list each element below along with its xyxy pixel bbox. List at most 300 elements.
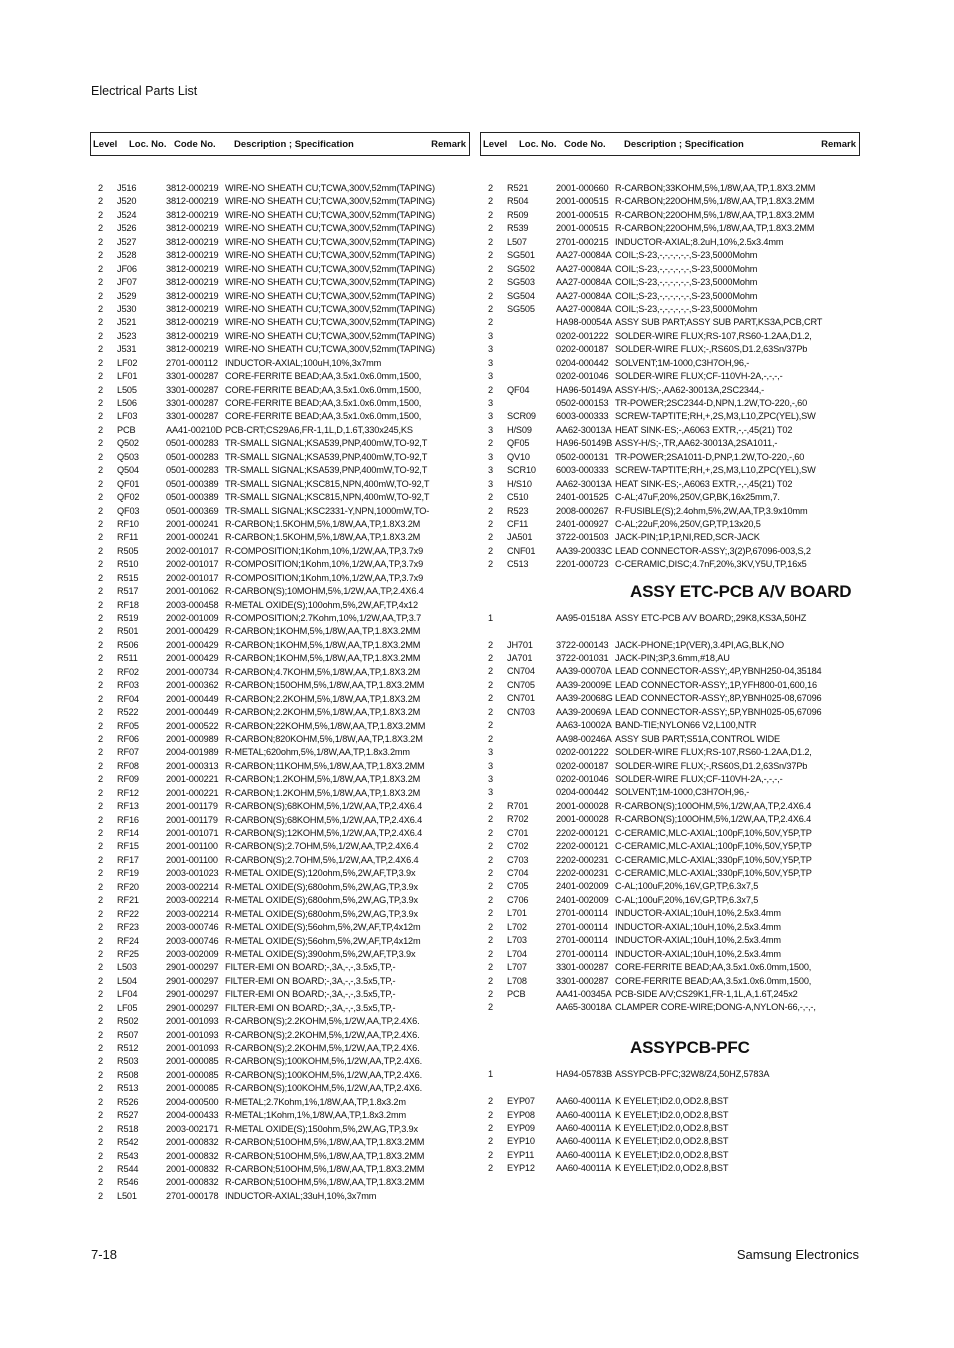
table-row [480, 894, 860, 907]
part-code: 3812-000219 [166, 236, 219, 247]
part-level: 3 [488, 371, 493, 382]
part-level: 2 [98, 680, 103, 691]
part-desc: R-CARBON;150OHM,5%,1/8W,AA,TP,1.8X3.2MM [225, 680, 425, 691]
part-loc [507, 612, 556, 625]
part-desc: R-CARBON;510OHM,5%,1/8W,AA,TP,1.8X3.2MM [225, 1163, 425, 1174]
part-loc: CN704 [507, 666, 535, 677]
part-desc: TR-SMALL SIGNAL;KSA539,PNP,400mW,TO-92,T [225, 465, 428, 476]
part-code: 0202-001046 [556, 371, 609, 382]
part-loc: R519 [117, 613, 139, 623]
part-code: 0204-000442 [556, 787, 609, 798]
part-desc: R-CARBON(S);2.2KOHM,5%,1/2W,AA,TP,2.4X6. [225, 1016, 420, 1027]
part-desc: K EYELET;ID2.0,OD2.8,BST [615, 1123, 729, 1133]
part-level: 2 [98, 209, 103, 220]
part-level: 2 [488, 1002, 493, 1013]
part-desc: R-METAL OXIDE(S);56ohm,5%,2W,AF,TP,4x12m [225, 922, 421, 933]
part-code: 2701-000114 [556, 935, 608, 946]
part-loc [507, 330, 556, 343]
table-row [480, 988, 860, 1001]
part-desc: C-CERAMIC,MLC-AXIAL;100pF,10%,50V,Y5P,TP [615, 827, 812, 838]
part-desc: R-CARBON;2.2KOHM,5%,1/8W,AA,TP,1.8X3.2M [225, 707, 421, 718]
table-row [480, 773, 860, 786]
part-level: 3 [488, 465, 493, 476]
part-level: 2 [98, 572, 103, 583]
part-level: 2 [488, 209, 493, 220]
part-desc: R-CARBON;220OHM,5%,1/8W,AA,TP,1.8X3.2MM [615, 209, 815, 220]
table-row [90, 935, 470, 948]
part-level: 2 [98, 384, 103, 395]
table-row [480, 1109, 860, 1122]
part-code: 2004-001989 [166, 747, 219, 758]
part-level: 2 [98, 344, 103, 355]
part-level: 2 [488, 384, 493, 395]
part-level: 2 [488, 1096, 493, 1107]
part-code: 2003-002214 [166, 895, 219, 906]
part-loc: CN703 [507, 706, 535, 717]
part-desc: R-CARBON(S);12KOHM,5%,1/2W,AA,TP,2.4X6.4 [225, 828, 423, 838]
part-code: 2001-000515 [556, 209, 609, 220]
part-code: 3812-000219 [166, 303, 219, 314]
part-loc: RF21 [117, 895, 139, 906]
table-row [480, 330, 860, 343]
part-loc: H/S09 [507, 424, 532, 435]
table-row [480, 746, 860, 759]
section-av-first-row [480, 612, 860, 625]
table-row [90, 1042, 470, 1055]
table-row [90, 693, 470, 706]
part-code: 2202-000121 [556, 841, 609, 852]
part-desc: COIL;S-23,-,-,-,-,-,-,S-23,5000Mohm [615, 303, 758, 314]
table-row [90, 505, 470, 518]
part-desc: R-CARBON(S);100KOHM,5%,1/2W,AA,TP,2.4X6. [225, 1083, 423, 1094]
part-code: 2001-000734 [166, 666, 219, 677]
part-level: 2 [488, 908, 493, 919]
part-desc: R-CARBON;4.7KOHM,5%,1/8W,AA,TP,1.8X3.2M [225, 666, 421, 677]
left-parts-list [90, 182, 470, 1203]
part-level: 2 [488, 505, 493, 516]
right-parts-list [480, 182, 860, 1176]
part-loc: QV10 [507, 451, 530, 462]
table-row [90, 854, 470, 867]
table-row [480, 316, 860, 329]
part-level: 2 [98, 290, 103, 301]
part-level: 2 [98, 465, 103, 476]
table-row [480, 786, 860, 799]
part-desc: WIRE-NO SHEATH CU;TCWA,300V,52mm(TAPING) [225, 263, 435, 274]
part-desc: R-FUSIBLE(S);2.4ohm,5%,2W,AA,TP,3.9x10mm [615, 505, 808, 516]
table-row [90, 343, 470, 356]
part-loc: LF02 [117, 357, 138, 368]
part-desc: R-METAL OXIDE(S);120ohm,5%,2W,AF,TP,3.9x [225, 868, 416, 879]
part-code: 2001-001093 [166, 1043, 219, 1053]
part-code: 2003-000458 [166, 599, 219, 610]
part-level: 2 [98, 1056, 103, 1067]
table-row [480, 290, 860, 303]
table-row [480, 451, 860, 464]
part-level: 3 [488, 357, 493, 368]
part-code: HA94-05783B [556, 1069, 613, 1080]
part-desc: ASSYPCB-PFC;32W8/Z4,50HZ,5783A [615, 1069, 770, 1080]
table-row [90, 1029, 470, 1042]
table-row [90, 370, 470, 383]
part-level: 2 [98, 263, 103, 274]
part-desc: TR-SMALL SIGNAL;KSA539,PNP,400mW,TO-92,T [225, 451, 428, 462]
part-loc: R518 [117, 1123, 139, 1134]
part-code: HA96-50149B [556, 438, 613, 449]
part-loc [507, 397, 556, 410]
table-row [90, 1123, 470, 1136]
part-level: 2 [488, 492, 493, 503]
part-loc: RF02 [117, 666, 139, 677]
part-loc: RF09 [117, 774, 139, 785]
part-level: 2 [488, 317, 493, 328]
table-row [480, 760, 860, 773]
part-loc: SG502 [507, 263, 535, 274]
table-row [90, 1015, 470, 1028]
table-row [480, 827, 860, 840]
part-desc: ASSY-H/S;-,AA62-30013A,2SC2344,- [615, 384, 765, 395]
part-desc: SOLVENT;1M-1000,C3H7OH,96,- [615, 357, 750, 368]
part-desc: INDUCTOR-AXIAL;10uH,10%,2.5x3.4mm [615, 935, 781, 946]
part-loc: J524 [117, 209, 137, 220]
part-level: 2 [488, 706, 493, 717]
part-code: AA39-20069A [556, 706, 612, 717]
part-level: 1 [488, 612, 493, 623]
part-level: 2 [98, 411, 103, 422]
part-loc: R702 [507, 814, 529, 825]
part-code: 2401-001525 [556, 492, 609, 503]
part-loc: JF06 [117, 263, 137, 274]
part-level: 2 [98, 236, 103, 247]
part-code: 2001-000221 [166, 774, 219, 785]
table-row [90, 800, 470, 813]
part-code: 2001-000085 [166, 1069, 219, 1080]
part-code: 2003-000746 [166, 935, 219, 946]
part-desc: K EYELET;ID2.0,OD2.8,BST [615, 1163, 729, 1174]
part-code: 3722-001503 [556, 532, 609, 543]
part-code: 2701-000178 [166, 1190, 219, 1201]
table-row [480, 531, 860, 544]
part-code: 2901-000297 [166, 962, 219, 973]
part-level: 3 [488, 760, 493, 771]
part-level: 2 [98, 828, 103, 838]
table-row [480, 639, 860, 652]
part-desc: SOLDER-WIRE FLUX;-,RS60S,D1.2,63Sn/37Pb [615, 344, 808, 355]
table-row [480, 921, 860, 934]
part-desc: R-COMPOSITION;1Kohm,10%,1/2W,AA,TP,3.7x9 [225, 545, 424, 556]
table-row [90, 760, 470, 773]
part-desc: R-METAL;2.7Kohm,1%,1/8W,AA,TP,1.8x3.2m [225, 1096, 406, 1107]
part-level: 3 [488, 424, 493, 435]
part-loc: C702 [507, 841, 529, 852]
part-desc: TR-SMALL SIGNAL;KSA539,PNP,400mW,TO-92,T [225, 438, 428, 449]
part-loc [507, 719, 556, 732]
table-row [90, 652, 470, 665]
part-loc: EYP10 [507, 1136, 535, 1147]
part-code: 2001-001100 [166, 841, 218, 852]
part-level: 2 [488, 1136, 493, 1147]
part-loc: L503 [117, 962, 137, 973]
part-level: 2 [98, 559, 103, 570]
part-loc: Q504 [117, 465, 139, 476]
part-loc: R513 [117, 1083, 139, 1094]
part-desc: SOLDER-WIRE FLUX;RS-107,RS60-1.2AA,D1.2, [615, 330, 812, 341]
part-loc: SG505 [507, 303, 535, 314]
part-loc: RF05 [117, 720, 139, 731]
part-desc: SCREW-TAPTITE;RH,+,2S,M3,L10,ZPC(YEL),SW [615, 411, 816, 422]
part-loc: SG501 [507, 250, 535, 261]
part-desc: R-CARBON;11KOHM,5%,1/8W,AA,TP,1.8X3.2MM [225, 760, 425, 771]
part-loc: JA501 [507, 532, 533, 543]
part-code: 2002-001009 [166, 613, 219, 623]
part-level: 2 [488, 559, 493, 570]
part-loc: L501 [117, 1190, 137, 1201]
part-desc: FILTER-EMI ON BOARD;-,3A,-,-,3.5x5,TP,- [225, 975, 396, 986]
part-loc: R501 [117, 626, 139, 637]
part-desc: WIRE-NO SHEATH CU;TCWA,300V,52mm(TAPING) [225, 277, 435, 288]
part-loc: RF07 [117, 747, 139, 758]
table-row [480, 665, 860, 678]
part-loc: RF11 [117, 532, 139, 543]
table-row [480, 558, 860, 571]
part-code: 2001-000832 [166, 1137, 219, 1148]
part-loc: PCB [507, 988, 526, 999]
part-code: 0202-001046 [556, 773, 609, 784]
part-level: 2 [98, 975, 103, 986]
part-desc: SOLDER-WIRE FLUX;RS-107,RS60-1.2AA,D1.2, [615, 747, 812, 758]
part-code: 2001-001179 [166, 814, 218, 825]
part-loc: J523 [117, 330, 137, 341]
part-code: 2001-000028 [556, 814, 609, 825]
part-loc: RF23 [117, 922, 139, 933]
part-desc: HEAT SINK-ES;-,A6063 EXTR,-,-,45(21) T02 [615, 424, 793, 435]
table-row [480, 719, 860, 732]
part-loc: LF03 [117, 411, 138, 422]
part-level: 2 [488, 532, 493, 543]
part-code: 2003-001023 [166, 868, 219, 879]
part-desc: R-METAL OXIDE(S);390ohm,5%,2W,AF,TP,3.9x [225, 948, 416, 959]
table-row [90, 679, 470, 692]
part-loc: J529 [117, 290, 137, 301]
part-level: 2 [98, 1096, 103, 1107]
part-desc: INDUCTOR-AXIAL;10uH,10%,2.5x3.4mm [615, 921, 781, 932]
part-loc: L707 [507, 962, 527, 973]
part-code: 0202-001222 [556, 747, 609, 758]
part-level: 3 [488, 411, 493, 422]
part-level: 3 [488, 398, 493, 408]
part-level: 2 [488, 653, 493, 663]
part-code: AA27-00084A [556, 250, 612, 261]
table-row [480, 692, 860, 705]
part-desc: R-CARBON;510OHM,5%,1/8W,AA,TP,1.8X3.2MM [225, 1150, 425, 1161]
part-desc: R-COMPOSITION;2.7Kohm,10%,1/2W,AA,TP,3.7 [225, 613, 422, 623]
part-code: 3812-000219 [166, 344, 219, 355]
part-level: 2 [98, 250, 103, 261]
part-code: 2003-002009 [166, 948, 219, 959]
part-desc: R-METAL OXIDE(S);100ohm,5%,2W,AF,TP,4x12 [225, 599, 418, 610]
part-desc: JACK-PHONE;1P(VER),3.4PI,AG,BLK,NO [615, 639, 785, 650]
part-loc: L704 [507, 948, 527, 959]
part-loc: RF22 [117, 908, 139, 919]
part-desc: WIRE-NO SHEATH CU;TCWA,300V,52mm(TAPING) [225, 223, 435, 234]
table-row [480, 518, 860, 531]
part-loc: C703 [507, 854, 529, 865]
part-level: 2 [488, 894, 493, 905]
part-desc: R-METAL OXIDE(S);680ohm,5%,2W,AG,TP,3.9x [225, 908, 418, 919]
table-row [90, 478, 470, 491]
part-desc: JACK-PIN;3P,3.6mm,#18,AU [615, 653, 730, 663]
part-level: 2 [98, 626, 103, 637]
part-level: 2 [98, 854, 103, 865]
part-code: AA95-01518A [556, 612, 612, 623]
part-code: AA60-40011A [556, 1123, 611, 1133]
part-desc: R-CARBON;2.2KOHM,5%,1/8W,AA,TP,1.8X3.2M [225, 693, 421, 704]
part-desc: R-COMPOSITION;1Kohm,10%,1/2W,AA,TP,3.7x9 [225, 559, 424, 570]
part-level: 2 [488, 868, 493, 878]
part-level: 2 [98, 545, 103, 556]
table-row [480, 236, 860, 249]
header-desc: Description ; Specification [234, 138, 354, 150]
header-level: Level [483, 138, 508, 150]
part-code: 2001-000362 [166, 680, 219, 691]
part-desc: JACK-PIN;1P,1P,NI,RED,SCR-JACK [615, 532, 760, 543]
table-row [480, 1001, 860, 1014]
part-desc: R-CARBON;510OHM,5%,1/8W,AA,TP,1.8X3.2MM [225, 1137, 425, 1148]
part-loc: J526 [117, 223, 137, 234]
part-code: 2001-000085 [166, 1056, 219, 1067]
part-code: 2001-000429 [166, 626, 219, 637]
part-loc: RF25 [117, 948, 139, 959]
part-code: 0204-000442 [556, 357, 609, 368]
part-code: 2001-000028 [556, 800, 609, 811]
part-level: 3 [488, 330, 493, 341]
part-code: AA27-00084A [556, 290, 612, 301]
part-code: 2701-000114 [556, 908, 608, 919]
part-desc: R-CARBON;1.5KOHM,5%,1/8W,AA,TP,1.8X3.2M [225, 518, 421, 529]
part-level: 2 [98, 881, 103, 892]
table-row [90, 236, 470, 249]
part-loc: EYP11 [507, 1149, 535, 1160]
part-level: 2 [98, 330, 103, 341]
part-loc: RF13 [117, 801, 139, 812]
part-code: 3812-000219 [166, 263, 219, 274]
part-code: 2001-000832 [166, 1150, 219, 1161]
part-loc: RF24 [117, 935, 139, 946]
right-column [480, 132, 860, 1176]
part-level: 2 [488, 693, 493, 704]
part-desc: C-AL;22uF,20%,250V,GP,TP,13x20,5 [615, 518, 761, 529]
part-level: 2 [488, 250, 493, 261]
part-loc: RF03 [117, 680, 139, 691]
part-level: 2 [488, 223, 493, 234]
part-code: 2901-000297 [166, 1002, 219, 1013]
part-loc: J520 [117, 196, 137, 207]
table-row [90, 666, 470, 679]
part-loc: RF06 [117, 733, 139, 744]
part-level: 2 [98, 371, 103, 382]
part-code: AA41-00210D [166, 424, 223, 435]
part-level: 2 [98, 1123, 103, 1134]
part-level: 2 [488, 183, 493, 193]
part-code: 2001-000515 [556, 196, 609, 207]
part-code: AA27-00084A [556, 303, 612, 314]
part-code: 2003-000746 [166, 922, 219, 933]
part-loc: CF11 [507, 518, 529, 529]
part-loc: QF05 [507, 438, 530, 449]
part-code: 0501-000369 [166, 505, 219, 516]
part-loc: RF12 [117, 787, 139, 798]
part-desc: R-METAL OXIDE(S);150ohm,5%,2W,AG,TP,3.9x [225, 1123, 418, 1134]
part-code: 0501-000389 [166, 492, 219, 503]
part-level: 2 [98, 814, 103, 825]
part-code: 3301-000287 [166, 371, 219, 382]
part-desc: FILTER-EMI ON BOARD;-,3A,-,-,3.5x5,TP,- [225, 962, 396, 973]
part-level: 2 [488, 236, 493, 247]
part-level: 2 [98, 357, 103, 368]
right-block-main [480, 182, 860, 572]
part-loc: RF18 [117, 599, 139, 610]
part-code: 2001-000989 [166, 733, 219, 744]
table-row [90, 720, 470, 733]
part-loc: QF04 [507, 384, 530, 395]
header-code: Code No. [174, 138, 216, 150]
part-loc: R527 [117, 1110, 139, 1121]
part-level: 2 [98, 303, 103, 314]
table-row [90, 316, 470, 329]
part-desc: INDUCTOR-AXIAL;10uH,10%,2.5x3.4mm [615, 908, 781, 919]
part-code: 2002-001017 [166, 545, 219, 556]
table-row [480, 679, 860, 692]
part-loc: R546 [117, 1177, 139, 1188]
table-row [90, 209, 470, 222]
part-desc: R-CARBON(S);68KOHM,5%,1/2W,AA,TP,2.4X6.4 [225, 814, 423, 825]
part-code: 2001-001093 [166, 1016, 219, 1027]
table-row [90, 1096, 470, 1109]
part-desc: LEAD CONNECTOR-ASSY;,1P,YFH800-01,600,16 [615, 679, 817, 690]
part-desc: COIL;S-23,-,-,-,-,-,-,S-23,5000Mohm [615, 263, 758, 274]
part-code: 2001-000221 [166, 787, 219, 798]
part-loc: C510 [507, 492, 529, 503]
part-code: HA96-50149A [556, 384, 613, 395]
part-desc: TR-POWER;2SA1011-D,PNP,1.2W,TO-220,-,60 [615, 451, 805, 462]
part-code: 2001-000522 [166, 720, 219, 731]
part-desc: LEAD CONNECTOR-ASSY;,4P,YBNH250-04,35184 [615, 666, 822, 677]
part-level: 2 [98, 1137, 103, 1148]
table-row [480, 343, 860, 356]
part-code: 2401-002009 [556, 894, 609, 905]
part-loc [507, 1068, 556, 1081]
part-loc: R502 [117, 1016, 139, 1027]
part-level: 2 [98, 277, 103, 288]
part-loc: J530 [117, 303, 137, 314]
table-row [90, 787, 470, 800]
part-code: 2001-000429 [166, 639, 219, 650]
part-desc: WIRE-NO SHEATH CU;TCWA,300V,52mm(TAPING) [225, 196, 435, 207]
table-row [90, 881, 470, 894]
table-row [90, 1150, 470, 1163]
part-loc: R701 [507, 800, 529, 811]
part-desc: R-CARBON;220OHM,5%,1/8W,AA,TP,1.8X3.2MM [615, 223, 815, 234]
table-row [480, 397, 860, 410]
part-desc: K EYELET;ID2.0,OD2.8,BST [615, 1136, 729, 1147]
part-code: AA62-30013A [556, 478, 612, 489]
part-level: 2 [98, 1150, 103, 1161]
table-row [480, 867, 860, 880]
part-code: 0202-001222 [556, 330, 609, 341]
part-level: 2 [488, 800, 493, 811]
part-loc: R515 [117, 572, 139, 583]
part-code: 2001-000832 [166, 1177, 219, 1188]
